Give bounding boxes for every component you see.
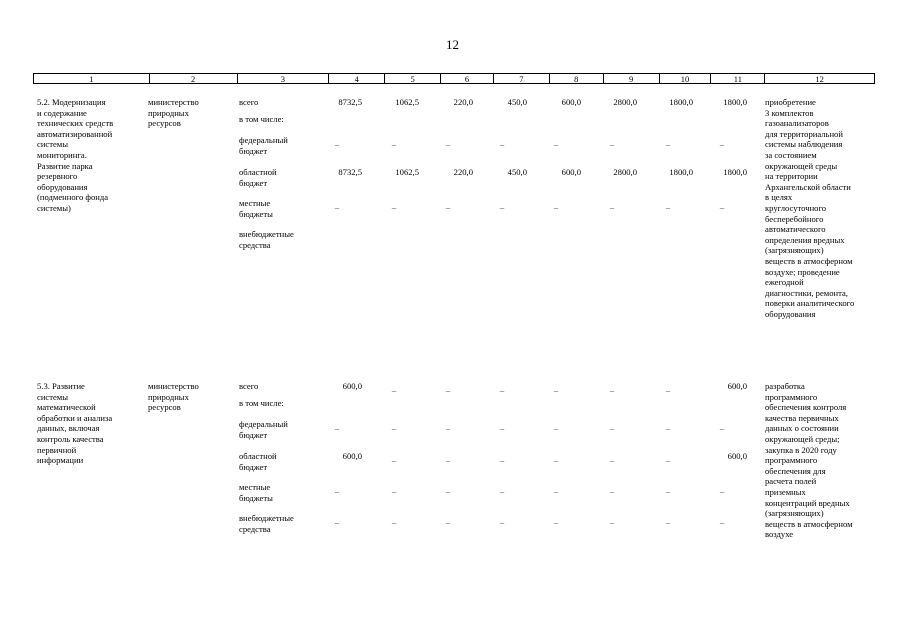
page-number: 12	[446, 37, 459, 52]
funding-source-label: областной бюджет	[239, 167, 277, 188]
amount-cell: 1800,0	[723, 167, 747, 177]
amount-cell: –	[499, 486, 505, 496]
amount-cell: –	[665, 455, 671, 465]
amount-cell: 600,0	[727, 451, 747, 461]
amount-cell: –	[445, 486, 451, 496]
header-cell-1: 1	[34, 74, 150, 83]
amount-cell: –	[553, 202, 559, 212]
amount-cell: –	[334, 202, 340, 212]
amount-cell: –	[445, 385, 451, 395]
table-header-row	[33, 73, 875, 84]
amount-cell: –	[499, 517, 505, 527]
expected-result: приобретение 3 комплектов газоанализаторов для территориальной системы наблюдения за состоянием окружающей среды на территории Архангельской области в целях круглосуточного бесперебойного автоматического определения вредных (загрязняющих) веществ в атмосферном воздухе; проведение ежегодной диагностики, ремонта, поверки аналитического оборудования	[765, 97, 855, 319]
expected-result: разработка программного обеспечения контроля качества первичных данных о состоянии окружающей среды; закупка в 2020 году программного обеспечения для расчета полей приземных концентраций вредных (загрязняющих) веществ в атмосферном воздухе	[765, 381, 853, 540]
amount-cell: –	[665, 486, 671, 496]
header-cell-10: 10	[660, 74, 712, 83]
amount-cell: –	[445, 455, 451, 465]
amount-cell: –	[391, 202, 397, 212]
funding-source-label: местные бюджеты	[239, 482, 273, 503]
amount-cell: 450,0	[507, 167, 527, 177]
amount-cell: –	[665, 139, 671, 149]
funding-source-label: областной бюджет	[239, 451, 277, 472]
executor: министерство природных ресурсов	[148, 97, 199, 129]
amount-cell: –	[499, 423, 505, 433]
amount-cell: –	[719, 517, 725, 527]
amount-cell: –	[553, 385, 559, 395]
amount-cell: 600,0	[561, 97, 581, 107]
amount-cell: –	[665, 517, 671, 527]
amount-cell: –	[665, 423, 671, 433]
amount-cell: –	[609, 139, 615, 149]
amount-cell: –	[719, 423, 725, 433]
amount-cell: –	[445, 202, 451, 212]
amount-cell: –	[665, 202, 671, 212]
header-cell-2: 2	[150, 74, 238, 83]
amount-cell: –	[553, 423, 559, 433]
amount-cell: –	[445, 423, 451, 433]
amount-cell: –	[553, 517, 559, 527]
amount-cell: –	[391, 517, 397, 527]
funding-source-label: в том числе:	[239, 114, 284, 124]
amount-cell: –	[553, 486, 559, 496]
amount-cell: –	[334, 139, 340, 149]
funding-source-label: внебюджетные средства	[239, 513, 294, 534]
header-cell-5: 5	[385, 74, 441, 83]
amount-cell: –	[499, 202, 505, 212]
funding-source-label: федеральный бюджет	[239, 419, 288, 440]
amount-cell: –	[445, 139, 451, 149]
amount-cell: –	[334, 486, 340, 496]
amount-cell: –	[391, 455, 397, 465]
amount-cell: 1062,5	[395, 97, 419, 107]
amount-cell: –	[719, 486, 725, 496]
funding-source-label: всего	[239, 97, 259, 107]
amount-cell: –	[665, 385, 671, 395]
amount-cell: 2800,0	[613, 97, 637, 107]
header-cell-9: 9	[604, 74, 660, 83]
measure-title: 5.3. Развитие системы математической обработки и анализа данных, включая контроль качества первичной информации	[37, 381, 113, 466]
header-cell-6: 6	[441, 74, 494, 83]
funding-source-label: федеральный бюджет	[239, 135, 288, 156]
amount-cell: –	[553, 455, 559, 465]
amount-cell: –	[499, 139, 505, 149]
amount-cell: 600,0	[727, 381, 747, 391]
header-cell-7: 7	[494, 74, 550, 83]
amount-cell: –	[609, 455, 615, 465]
amount-cell: –	[334, 423, 340, 433]
amount-cell: –	[719, 139, 725, 149]
funding-source-label: внебюджетные средства	[239, 229, 294, 250]
amount-cell: –	[609, 517, 615, 527]
funding-source-label: местные бюджеты	[239, 198, 273, 219]
amount-cell: –	[499, 385, 505, 395]
funding-source-label: всего	[239, 381, 259, 391]
amount-cell: 600,0	[342, 451, 362, 461]
amount-cell: 220,0	[453, 97, 473, 107]
amount-cell: 220,0	[453, 167, 473, 177]
amount-cell: 8732,5	[338, 167, 362, 177]
amount-cell: –	[391, 423, 397, 433]
amount-cell: 2800,0	[613, 167, 637, 177]
amount-cell: –	[719, 202, 725, 212]
amount-cell: –	[391, 385, 397, 395]
amount-cell: 600,0	[342, 381, 362, 391]
amount-cell: 1062,5	[395, 167, 419, 177]
amount-cell: –	[553, 139, 559, 149]
header-cell-12: 12	[815, 74, 824, 84]
header-cell-3: 3	[238, 74, 330, 83]
header-cell-11: 11	[711, 74, 765, 83]
executor: министерство природных ресурсов	[148, 381, 199, 413]
funding-source-label: в том числе:	[239, 398, 284, 408]
amount-cell: –	[609, 423, 615, 433]
amount-cell: 8732,5	[338, 97, 362, 107]
amount-cell: –	[609, 385, 615, 395]
amount-cell: 600,0	[561, 167, 581, 177]
amount-cell: –	[445, 517, 451, 527]
amount-cell: –	[334, 517, 340, 527]
amount-cell: –	[609, 486, 615, 496]
measure-title: 5.2. Модернизация и содержание технических средств автоматизированной системы мониторинга. Развитие парка резервного оборудования (подменного фонда системы)	[37, 97, 114, 213]
header-cell-8: 8	[550, 74, 604, 83]
amount-cell: 450,0	[507, 97, 527, 107]
amount-cell: –	[391, 486, 397, 496]
header-cell-4: 4	[329, 74, 385, 83]
amount-cell: 1800,0	[669, 97, 693, 107]
amount-cell: 1800,0	[723, 97, 747, 107]
amount-cell: 1800,0	[669, 167, 693, 177]
amount-cell: –	[499, 455, 505, 465]
amount-cell: –	[609, 202, 615, 212]
amount-cell: –	[391, 139, 397, 149]
